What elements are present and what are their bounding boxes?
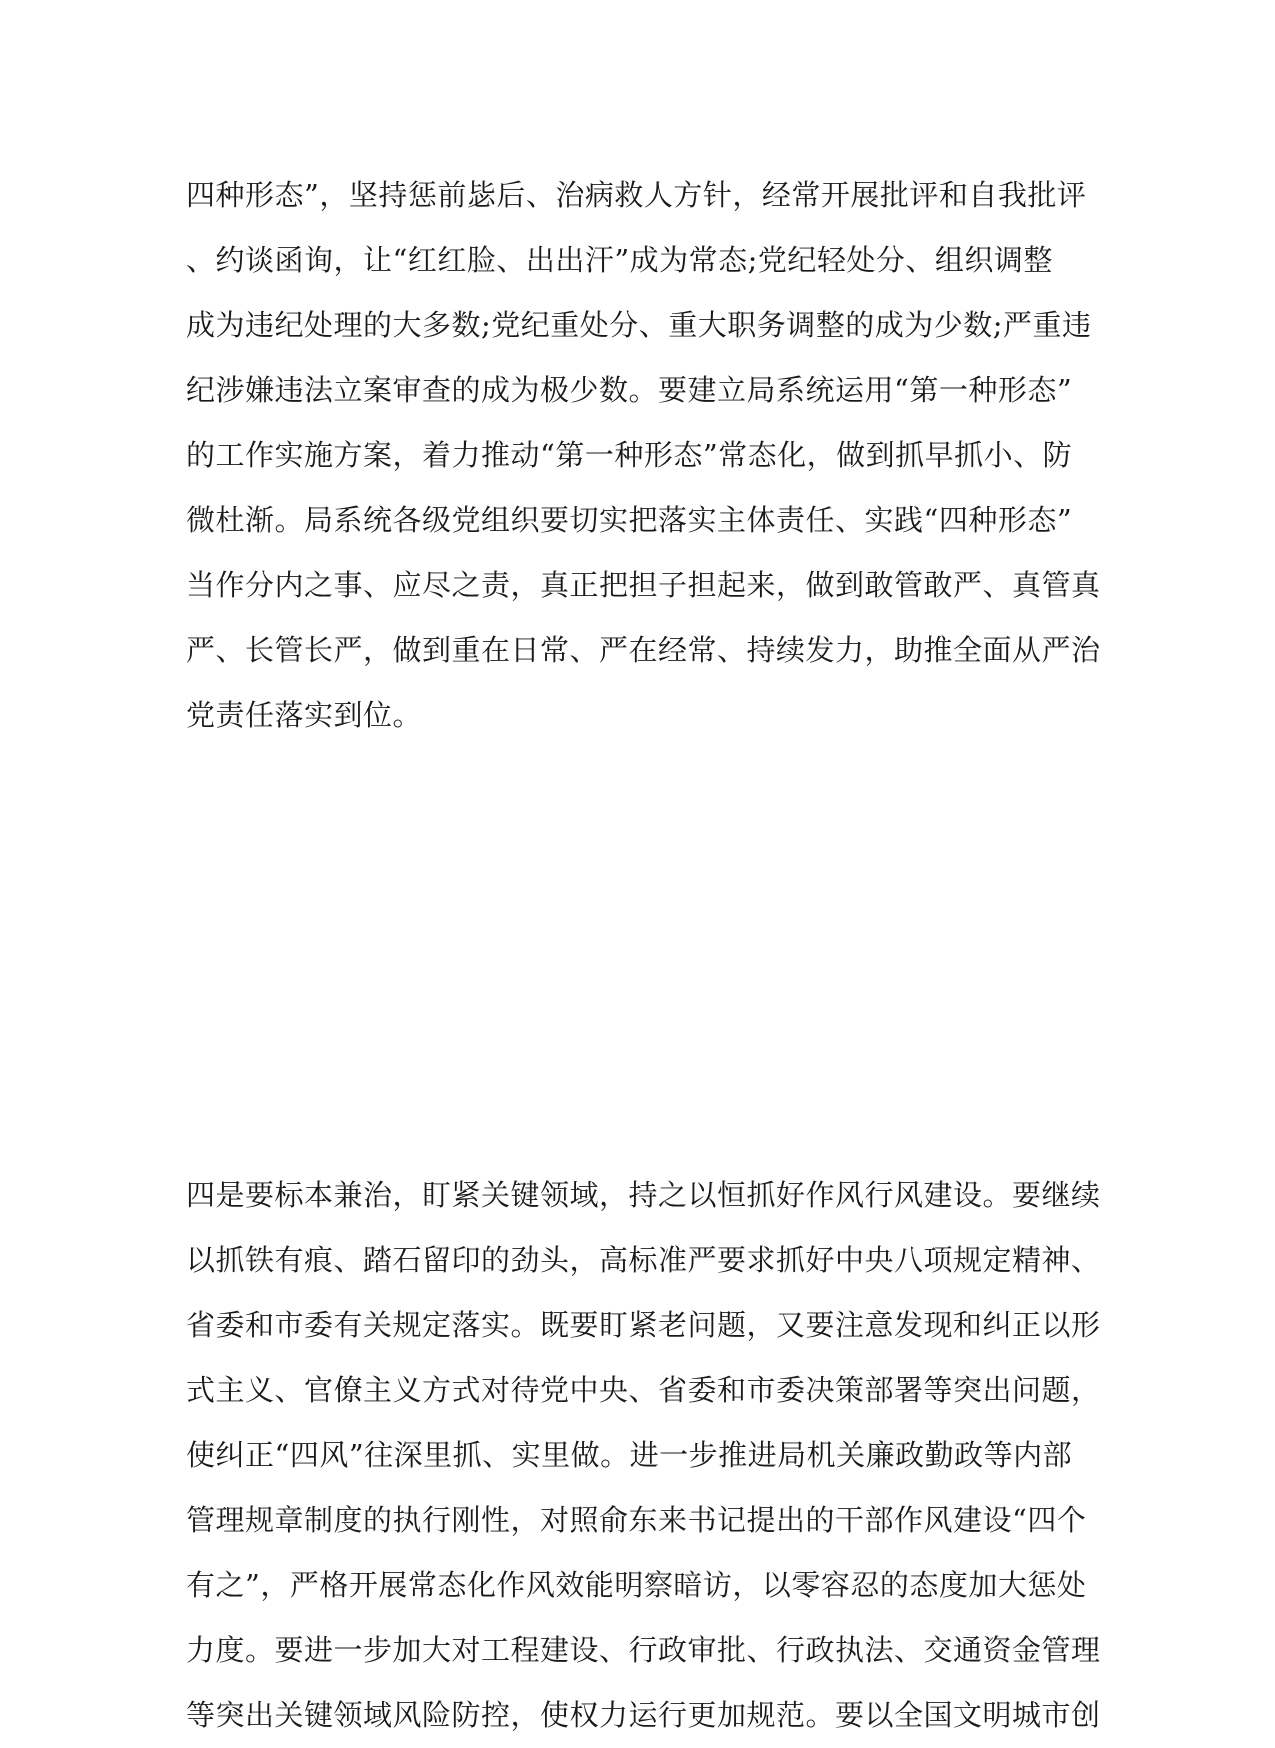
paragraph-line: 四是要标本兼治，盯紧关键领域，持之以恒抓好作风行风建设。要继续 [186, 1178, 1101, 1212]
paragraph-line: 严、长管长严，做到重在日常、严在经常、持续发力，助推全面从严治 [186, 633, 1101, 667]
paragraph-line: 成为违纪处理的大多数;党纪重处分、重大职务调整的成为少数;严重违 [186, 308, 1092, 342]
paragraph-line: 管理规章制度的执行刚性，对照俞东来书记提出的干部作风建设“四个 [186, 1503, 1087, 1537]
paragraph-line: 当作分内之事、应尽之责，真正把担子担起来，做到敢管敢严、真管真 [186, 568, 1101, 602]
paragraph-line: 的工作实施方案，着力推动“第一种形态”常态化，做到抓早抓小、防 [186, 438, 1073, 472]
paragraph-line: 使纠正“四风”往深里抓、实里做。进一步推进局机关廉政勤政等内部 [186, 1438, 1073, 1472]
paragraph-line: 纪涉嫌违法立案审查的成为极少数。要建立局系统运用“第一种形态” [186, 373, 1073, 407]
paragraph-line: 省委和市委有关规定落实。既要盯紧老问题，又要注意发现和纠正以形 [186, 1308, 1101, 1342]
paragraph-line: 四种形态”，坚持惩前毖后、治病救人方针，经常开展批评和自我批评 [186, 178, 1087, 212]
paragraph-line: 有之”，严格开展常态化作风效能明察暗访，以零容忍的态度加大惩处 [186, 1568, 1087, 1602]
paragraph-line: 微杜渐。局系统各级党组织要切实把落实主体责任、实践“四种形态” [186, 503, 1073, 537]
paragraph-line: 以抓铁有痕、踏石留印的劲头，高标准严要求抓好中央八项规定精神、 [186, 1243, 1101, 1277]
paragraph-2 [186, 1163, 1101, 1748]
paragraph-1 [186, 163, 1101, 748]
paragraph-line: 力度。要进一步加大对工程建设、行政审批、行政执法、交通资金管理 [186, 1633, 1101, 1667]
paragraph-line: 、约谈函询，让“红红脸、出出汗”成为常态;党纪轻处分、组织调整 [186, 243, 1053, 277]
paragraph-line: 等突出关键领域风险防控，使权力运行更加规范。要以全国文明城市创 [186, 1698, 1101, 1732]
paragraph-line: 式主义、官僚主义方式对待党中央、省委和市委决策部署等突出问题， [186, 1373, 1101, 1407]
paragraph-line: 党责任落实到位。 [186, 698, 423, 732]
